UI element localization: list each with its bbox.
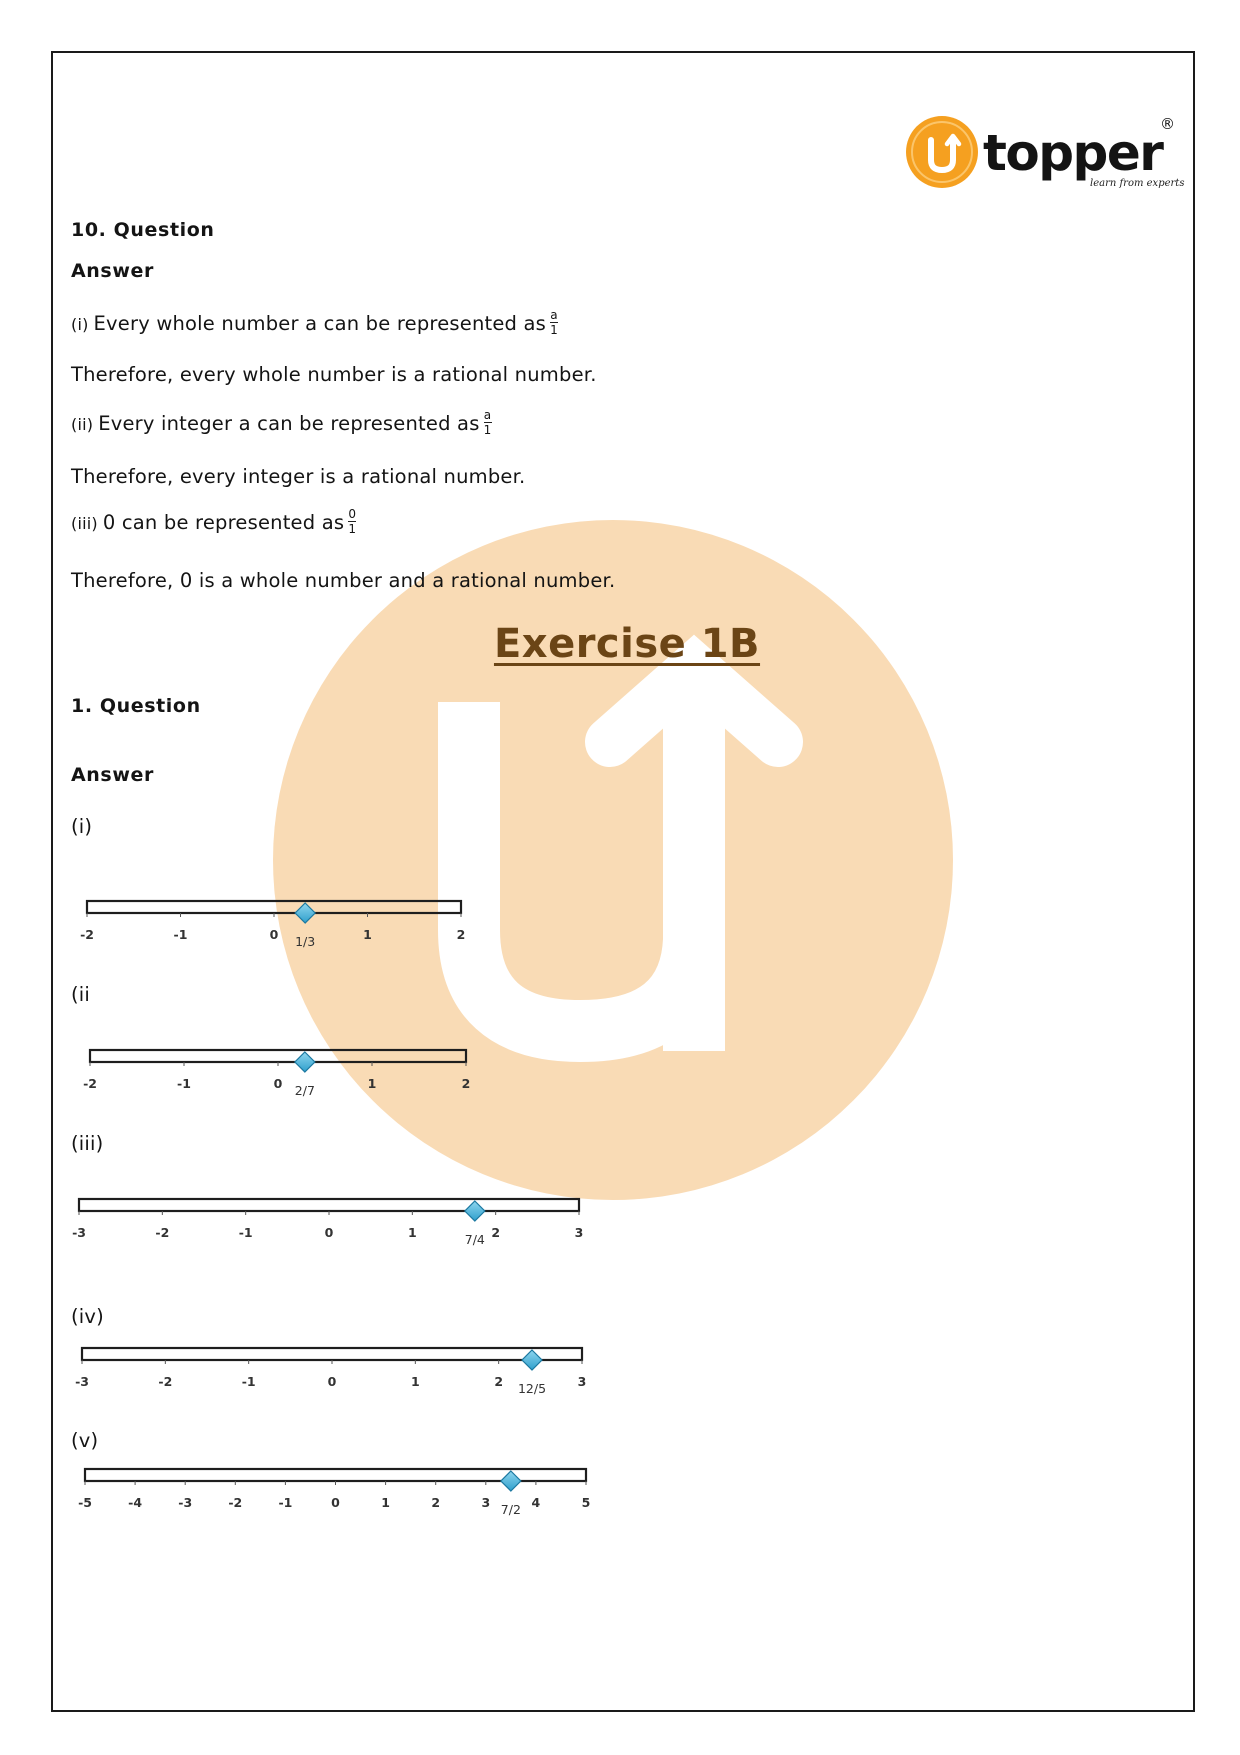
number-line-label: (i) <box>71 815 93 838</box>
number-line <box>83 1044 471 1104</box>
tick-label: -3 <box>75 1374 89 1389</box>
brand-tagline: learn from experts <box>1090 178 1185 189</box>
tick-label: -2 <box>228 1495 243 1510</box>
q10-statement-1 <box>71 308 558 338</box>
tick-label: 0 <box>273 1076 283 1091</box>
q10-conclusion-2: Therefore, every integer is a rational number. <box>71 465 526 488</box>
tick-label: 0 <box>269 927 279 942</box>
point-marker <box>295 903 315 923</box>
fraction-numerator: a <box>483 408 492 422</box>
tick-label: 2 <box>456 927 466 942</box>
number-line <box>78 1463 591 1523</box>
tick-label: -1 <box>177 1076 191 1091</box>
part-text: Every whole number a can be represented as <box>93 312 547 335</box>
point-label: 2/7 <box>294 1083 315 1098</box>
fraction <box>484 409 492 436</box>
point-label: 12/5 <box>517 1381 547 1396</box>
point-marker <box>465 1201 485 1221</box>
number-line-bar <box>79 1199 579 1211</box>
tick-label: 1 <box>367 1076 377 1091</box>
tick-label: 3 <box>574 1225 584 1240</box>
tick-label: -2 <box>80 927 94 942</box>
tick-label: 1 <box>363 927 372 942</box>
tick-label: -3 <box>178 1495 193 1510</box>
tick-label: -2 <box>83 1076 97 1091</box>
fraction <box>348 508 356 535</box>
point-label: 1/3 <box>295 934 316 949</box>
point-label: 7/2 <box>500 1502 521 1517</box>
question-10-heading: 10. Question <box>71 219 215 241</box>
fraction-denominator: 1 <box>348 522 357 536</box>
number-line-bar <box>82 1348 582 1360</box>
tick-label: 5 <box>581 1495 591 1510</box>
number-line-label: (iii) <box>71 1132 104 1155</box>
tick-label: 1 <box>410 1374 420 1389</box>
number-line-label: (ii <box>71 983 91 1006</box>
exercise-title: Exercise 1B <box>493 621 761 667</box>
tick-label: 2 <box>494 1374 504 1389</box>
point-marker <box>295 1052 315 1072</box>
part-prefix: (i) <box>71 315 89 334</box>
part-text: 0 can be represented as <box>102 511 345 534</box>
tick-label: 2 <box>491 1225 501 1240</box>
number-line-label: (iv) <box>71 1305 104 1328</box>
tick-label: -3 <box>72 1225 86 1240</box>
number-line-bar <box>90 1050 466 1062</box>
tick-label: -1 <box>241 1374 256 1389</box>
tick-label: 1 <box>407 1225 417 1240</box>
number-line-bar <box>87 901 461 913</box>
tick-label: -1 <box>173 927 188 942</box>
fraction <box>550 309 558 336</box>
u-arrow-logo-icon <box>904 114 980 190</box>
part-prefix: (ii) <box>71 415 94 434</box>
fraction-numerator: 0 <box>348 507 357 521</box>
tick-label: 2 <box>461 1076 471 1091</box>
answer-label: Answer <box>71 260 154 282</box>
number-line <box>80 895 466 955</box>
tick-label: 3 <box>481 1495 491 1510</box>
brand-name: topper <box>983 124 1163 182</box>
point-label: 7/4 <box>464 1232 485 1247</box>
part-prefix: (iii) <box>71 514 98 533</box>
tick-label: 0 <box>331 1495 340 1510</box>
tick-label: -4 <box>128 1495 143 1510</box>
point-marker <box>501 1471 521 1491</box>
q10-statement-3 <box>71 507 357 537</box>
tick-label: -1 <box>238 1225 253 1240</box>
number-line-label: (v) <box>71 1429 99 1452</box>
part-text: Every integer a can be represented as <box>98 412 480 435</box>
tick-label: 0 <box>327 1374 337 1389</box>
tick-label: 1 <box>381 1495 390 1510</box>
tick-label: 3 <box>577 1374 587 1389</box>
answer-label: Answer <box>71 764 154 786</box>
tick-label: 4 <box>531 1495 541 1510</box>
tick-label: -2 <box>155 1225 170 1240</box>
fraction-denominator: 1 <box>550 323 558 337</box>
number-line <box>72 1193 584 1253</box>
registered-mark: ® <box>1160 115 1175 133</box>
tick-label: 0 <box>324 1225 334 1240</box>
tick-label: -2 <box>158 1374 173 1389</box>
q10-conclusion-1: Therefore, every whole number is a rational number. <box>71 363 597 386</box>
fraction-numerator: a <box>550 308 558 322</box>
tick-label: -1 <box>278 1495 293 1510</box>
fraction-denominator: 1 <box>483 423 492 437</box>
tick-label: 2 <box>431 1495 441 1510</box>
point-marker <box>522 1350 542 1370</box>
number-line <box>75 1342 587 1402</box>
tick-label: -5 <box>78 1495 92 1510</box>
q10-conclusion-3: Therefore, 0 is a whole number and a rational number. <box>71 569 616 592</box>
question-1-heading: 1. Question <box>71 695 201 717</box>
q10-statement-2 <box>71 408 492 438</box>
